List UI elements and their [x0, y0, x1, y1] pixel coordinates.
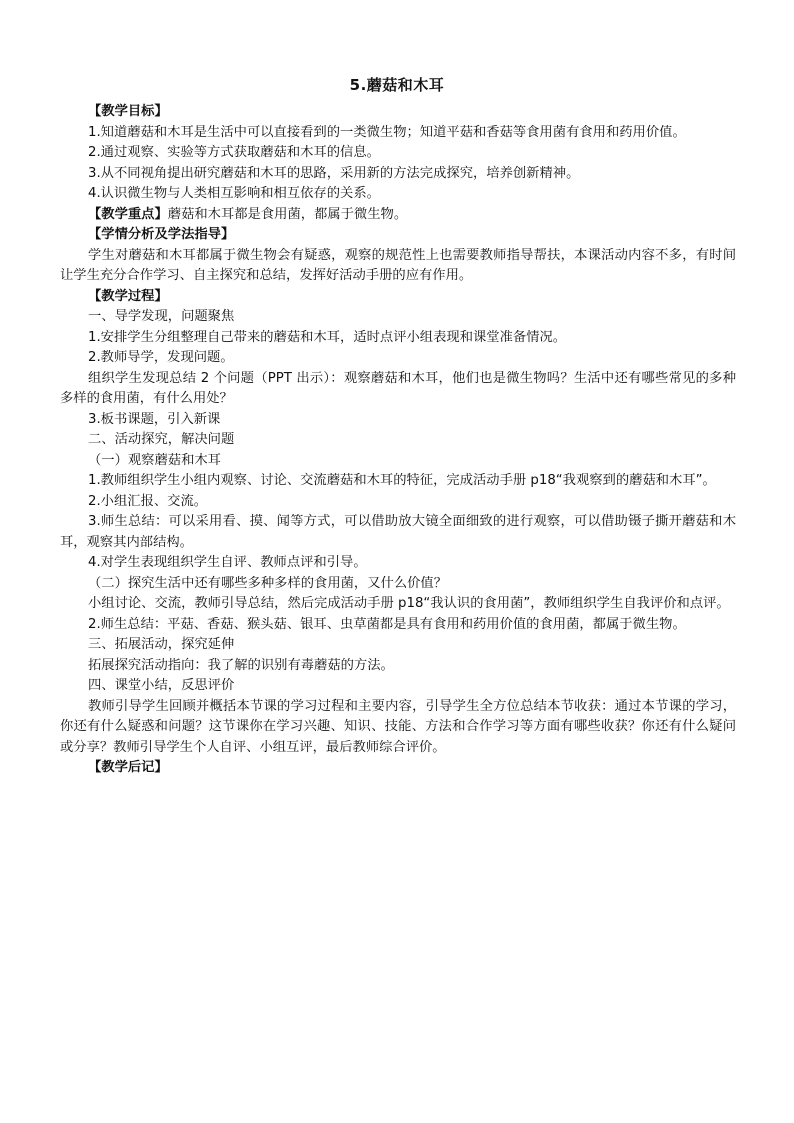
paragraph: 2.小组汇报、交流。 [88, 493, 208, 509]
paragraph: 3.从不同视角提出研究蘑菇和木耳的思路，采用新的方法完成探究，培养创新精神。 [88, 165, 580, 181]
paragraph: 4.对学生表现组织学生自评、教师点评和引导。 [88, 555, 367, 570]
paragraph: 教师引导学生回顾并概括本节课的学习过程和主要内容，引导学生全方位总结本节收获：通过本节课的学习，你还有什么疑惑和问题？这节课你在学习兴趣、知识、技能、方法和合作学习等方面有哪些收获？你还有什么疑问或分享？教师引导学生个人自评、小组互评，最后教师综合评价。 [60, 698, 736, 755]
paragraph: 3.师生总结：可以采用看、摸、闻等方式，可以借助放大镜全面细致的进行观察，可以借助镊子撕开蘑菇和木耳，观察其内部结构。 [60, 514, 736, 550]
paragraph: 1.安排学生分组整理自己带来的蘑菇和木耳，适时点评小组表现和课堂准备情况。 [88, 329, 567, 345]
paragraph: 1.教师组织学生小组内观察、讨论、交流蘑菇和木耳的特征，完成活动手册 p18“我观察到的蘑菇和木耳”。 [88, 473, 716, 488]
paragraph: 一、导学发现，问题聚焦 [88, 309, 235, 324]
paragraph: 2.师生总结：平菇、香菇、猴头菇、银耳、虫草菌都是具有食用和药用价值的食用菌，都属于微生物。 [88, 616, 686, 632]
paragraph: 二、活动探究，解决问题 [88, 432, 235, 447]
paragraph: 4.认识微生物与人类相互影响和相互依存的关系。 [88, 186, 380, 201]
paragraph: （二）探究生活中还有哪些多种多样的食用菌，又什么价值？ [88, 575, 448, 591]
paragraph: 3.板书课题，引入新课 [88, 411, 221, 427]
section-heading-analysis: 【学情分析及学法指导】 [88, 227, 235, 242]
paragraph: （一）观察蘑菇和木耳 [88, 452, 221, 468]
paragraph: 1.知道蘑菇和木耳是生活中可以直接看到的一类微生物；知道平菇和香菇等食用菌有食用和药用价值。 [88, 124, 686, 140]
paragraph: 拓展探究活动指向：我了解的识别有毒蘑菇的方法。 [88, 657, 394, 673]
paragraph: 2.教师导学，发现问题。 [88, 350, 234, 365]
section-heading-postscript: 【教学后记】 [88, 760, 168, 775]
paragraph: 小组讨论、交流，教师引导总结，然后完成活动手册 p18“我认识的食用菌”，教师组织学生自我评价和点评。 [88, 596, 730, 611]
section-heading-process: 【教学过程】 [88, 288, 168, 304]
document-body [60, 102, 736, 779]
paragraph: 学生对蘑菇和木耳都属于微生物会有疑惑，观察的规范性上也需要教师指导帮扶，本课活动内容不多，有时间让学生充分合作学习、自主探究和总结，发挥好活动手册的应有作用。 [60, 247, 736, 283]
paragraph: 三、拓展活动，探究延伸 [88, 637, 235, 652]
paragraph: 四、课堂小结，反思评价 [88, 678, 235, 693]
paragraph: 2.通过观察、实验等方式获取蘑菇和木耳的信息。 [88, 145, 380, 160]
key-point-label: 【教学重点】 [88, 206, 168, 222]
key-point-paragraph [60, 205, 736, 226]
page-title: 5.蘑菇和木耳 [349, 76, 445, 94]
section-heading-objectives: 【教学目标】 [88, 104, 168, 119]
key-point-text: 蘑菇和木耳都是食用菌，都属于微生物。 [167, 206, 408, 222]
paragraph: 组织学生发现总结 2 个问题（PPT 出示）：观察蘑菇和木耳，他们也是微生物吗？生活中还有哪些常见的多种多样的食用菌，有什么用处？ [60, 370, 736, 406]
